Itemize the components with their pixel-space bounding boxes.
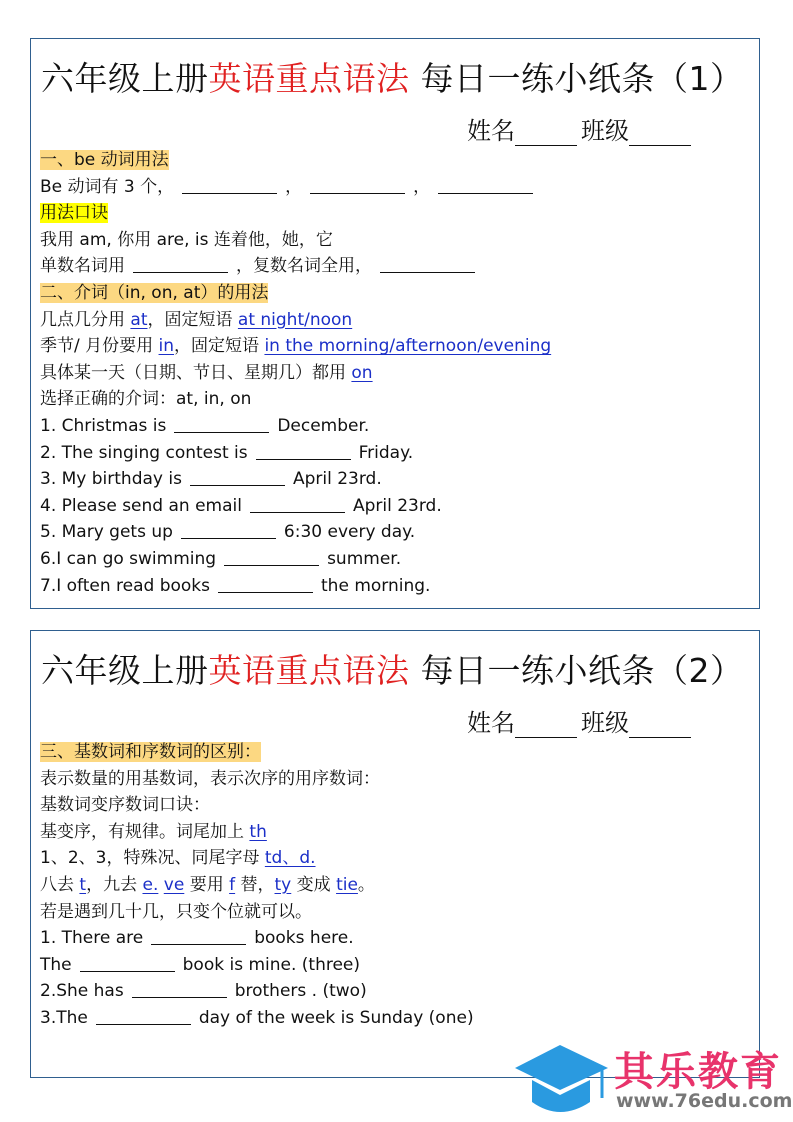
line-text: 要用: [184, 874, 230, 895]
text-line: [40, 739, 755, 766]
line-text: 单数名词用: [40, 256, 125, 277]
answer-text: e.: [142, 874, 159, 895]
fill-in-blank[interactable]: [80, 953, 175, 972]
line-text: 表示数量的用基数词，表示次序的用序数词：: [40, 768, 380, 789]
line-text: ，复数名词全用，: [236, 256, 372, 277]
title-part: 六年级上册: [41, 59, 209, 98]
line-text: 几点几分用: [40, 309, 131, 330]
text-line: [40, 413, 755, 440]
text-line: [40, 792, 755, 819]
line-text: 替，: [235, 874, 275, 895]
section-heading: 一、be 动词用法: [40, 150, 169, 170]
text-line: [40, 899, 755, 926]
line-text: 我用 am, 你用 are, is 连着他，她，它: [40, 229, 333, 250]
line-text: 5. Mary gets up: [40, 522, 173, 543]
fill-in-blank[interactable]: [133, 254, 228, 273]
class-label: 班级: [581, 117, 629, 145]
fill-in-blank[interactable]: [438, 175, 533, 194]
line-text: brothers . (two): [234, 981, 367, 1002]
text-line: [40, 200, 755, 227]
text-line: [40, 573, 755, 600]
answer-text: td、d.: [264, 848, 316, 869]
line-text: 4. Please send an email: [40, 495, 242, 516]
line-text: 1. There are: [40, 928, 144, 949]
text-line: [40, 493, 755, 520]
fill-in-blank[interactable]: [151, 926, 246, 945]
fill-in-blank[interactable]: [96, 1006, 191, 1025]
section-heading: 二、介词（in, on, at）的用法: [40, 282, 269, 303]
line-text: 6.I can go swimming: [40, 548, 217, 569]
text-line: [40, 360, 755, 387]
answer-text: in: [158, 336, 175, 357]
answer-text: in the morning/afternoon/evening: [264, 336, 552, 357]
fill-in-blank[interactable]: [190, 467, 285, 486]
line-text: December.: [277, 415, 370, 436]
text-line: [40, 147, 755, 174]
line-text: 7.I often read books: [40, 575, 211, 596]
content-lines: [40, 739, 755, 1032]
text-line: [40, 546, 755, 573]
class-blank[interactable]: [629, 713, 691, 738]
answer-text: on: [351, 362, 373, 383]
line-text: books here.: [254, 928, 354, 949]
text-line: [40, 952, 755, 979]
text-line: [40, 253, 755, 280]
line-text: the morning.: [321, 575, 431, 596]
line-text: 选择正确的介词：at, in, on: [40, 389, 252, 410]
fill-in-blank[interactable]: [250, 494, 345, 513]
graduation-cap-icon: [510, 1040, 610, 1120]
fill-in-blank[interactable]: [174, 414, 269, 433]
line-text: April 23rd.: [292, 469, 382, 490]
title-highlight: 英语重点语法: [208, 651, 410, 690]
text-line: [40, 519, 755, 546]
line-text: ，固定短语: [147, 309, 238, 330]
line-text: 变成: [291, 874, 337, 895]
answer-text: f: [229, 874, 236, 895]
text-line: [40, 280, 755, 307]
answer-text: t: [79, 874, 87, 895]
name-blank[interactable]: [515, 121, 577, 146]
worksheet-card-1: [30, 38, 760, 609]
title-highlight: 英语重点语法: [208, 59, 410, 98]
line-text: summer.: [327, 548, 402, 569]
line-text: ，九去: [86, 874, 143, 895]
line-text: 1. Christmas is: [40, 415, 167, 436]
text-line: [40, 174, 755, 201]
fill-in-blank[interactable]: [181, 520, 276, 539]
logo-text: 其乐教育: [614, 1049, 782, 1095]
name-blank[interactable]: [515, 713, 577, 738]
line-text: 八去: [40, 874, 80, 895]
text-line: [40, 466, 755, 493]
line-text: 3. My birthday is: [40, 469, 182, 490]
name-class-row: [467, 111, 695, 146]
card-title: [41, 53, 744, 100]
line-text: 若是遇到几十几，只变个位就可以。: [40, 901, 312, 922]
text-line: [40, 819, 755, 846]
line-text: 2. The singing contest is: [40, 442, 248, 463]
fill-in-blank[interactable]: [310, 175, 405, 194]
line-text: The: [40, 954, 72, 975]
worksheet-card-2: [30, 630, 760, 1078]
answer-text: ty: [274, 874, 292, 895]
line-text: 。: [357, 874, 375, 895]
section-heading: 用法口诀: [40, 203, 108, 224]
fill-in-blank[interactable]: [182, 175, 277, 194]
logo-watermark: [510, 1040, 793, 1120]
text-line: [40, 440, 755, 467]
line-text: 具体某一天（日期、节日、星期几）都用: [40, 362, 352, 383]
answer-text: at night/noon: [237, 309, 353, 330]
fill-in-blank[interactable]: [224, 547, 319, 566]
answer-text: ve: [163, 874, 185, 895]
name-label: 姓名: [467, 117, 515, 145]
fill-in-blank[interactable]: [218, 574, 313, 593]
text-line: [40, 333, 755, 360]
fill-in-blank[interactable]: [256, 441, 351, 460]
title-part: 六年级上册: [41, 651, 209, 690]
fill-in-blank[interactable]: [132, 979, 227, 998]
content-lines: [40, 147, 755, 599]
class-blank[interactable]: [629, 121, 691, 146]
text-line: [40, 1005, 755, 1032]
answer-text: th: [249, 821, 267, 842]
section-heading: 三、基数词和序数词的区别：: [40, 742, 261, 762]
line-text: 1、2、3，特殊况、同尾字母: [40, 848, 265, 869]
line-text: 3.The: [40, 1007, 88, 1028]
text-line: [40, 978, 755, 1005]
answer-text: at: [130, 309, 148, 330]
line-text: 基变序，有规律。词尾加上: [40, 821, 250, 842]
logo-url: www.76edu.com: [616, 1090, 793, 1112]
title-part: 每日一练小纸条（2）: [409, 651, 744, 690]
name-label: 姓名: [467, 709, 515, 737]
text-line: [40, 872, 755, 899]
text-line: [40, 227, 755, 254]
line-text: day of the week is Sunday (one): [198, 1007, 474, 1028]
text-line: [40, 307, 755, 334]
fill-in-blank[interactable]: [380, 254, 475, 273]
text-line: [40, 845, 755, 872]
line-text: 2.She has: [40, 981, 124, 1002]
card-title: [41, 645, 744, 692]
class-label: 班级: [581, 709, 629, 737]
answer-text: tie: [336, 874, 358, 895]
line-text: ，: [413, 176, 431, 197]
line-text: Be 动词有 3 个，: [40, 176, 175, 197]
line-text: ，固定短语: [174, 336, 265, 357]
line-text: 基数词变序数词口诀：: [40, 795, 210, 816]
title-part: 每日一练小纸条（1）: [409, 59, 744, 98]
text-line: [40, 386, 755, 413]
line-text: book is mine. (three): [182, 954, 361, 975]
line-text: ，: [285, 176, 303, 197]
text-line: [40, 766, 755, 793]
name-class-row: [467, 703, 695, 738]
line-text: Friday.: [358, 442, 414, 463]
line-text: 6:30 every day.: [283, 522, 416, 543]
line-text: 季节/ 月份要用: [40, 336, 159, 357]
text-line: [40, 925, 755, 952]
line-text: April 23rd.: [352, 495, 442, 516]
